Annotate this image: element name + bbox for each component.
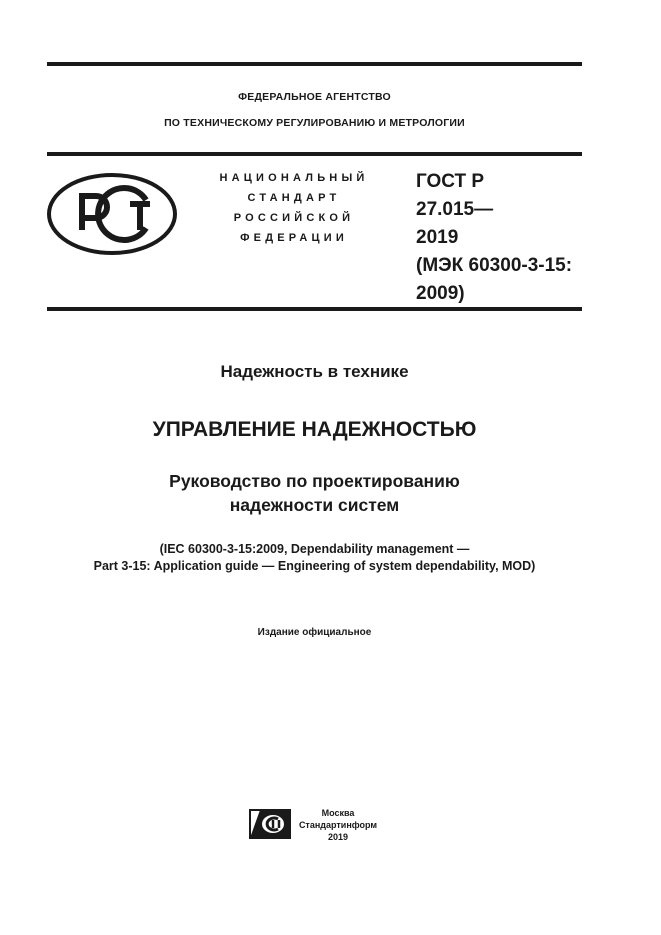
designation-line-2: 27.015— bbox=[416, 199, 494, 220]
publisher-city: Москва bbox=[321, 808, 355, 818]
subtitle-line-1: Руководство по проектированию bbox=[169, 471, 460, 491]
group-title: Надежность в технике bbox=[220, 362, 409, 381]
publisher-logo-text: СИ bbox=[269, 825, 272, 827]
subtitle-line-2: надежности систем bbox=[229, 495, 400, 515]
designation-rule bbox=[47, 307, 582, 311]
publisher-name: Стандартинформ bbox=[298, 820, 378, 830]
iec-reference-line-2: Part 3-15: Application guide — Engineering of system dependability, MOD) bbox=[93, 559, 536, 573]
logo-text: РСТ bbox=[112, 216, 116, 218]
iec-reference-line-1: (IEC 60300-3-15:2009, Dependability management — bbox=[159, 542, 470, 556]
standartinform-logo-icon bbox=[249, 809, 291, 839]
main-title: УПРАВЛЕНИЕ НАДЕЖНОСТЬЮ bbox=[152, 418, 477, 441]
standard-type-line-4: ФЕДЕРАЦИИ bbox=[240, 232, 348, 244]
designation-line-5: 2009) bbox=[416, 283, 465, 304]
publisher-block bbox=[288, 807, 388, 843]
rostest-logo-icon bbox=[46, 172, 178, 256]
standard-type-line-2: СТАНДАРТ bbox=[247, 192, 341, 204]
edition-label: Издание официальное bbox=[257, 627, 372, 638]
publisher-year: 2019 bbox=[327, 832, 349, 842]
designation-line-3: 2019 bbox=[416, 227, 459, 248]
designation-line-1: ГОСТ Р bbox=[416, 171, 485, 192]
top-rule bbox=[47, 62, 582, 66]
standard-type-line-3: РОССИЙСКОЙ bbox=[233, 212, 355, 224]
standard-type-line-1: НАЦИОНАЛЬНЫЙ bbox=[219, 172, 369, 184]
header-rule bbox=[47, 152, 582, 156]
designation-line-4: (МЭК 60300-3-15: bbox=[416, 255, 573, 276]
agency-line-2: ПО ТЕХНИЧЕСКОМУ РЕГУЛИРОВАНИЮ И МЕТРОЛОГИИ bbox=[164, 117, 465, 129]
agency-line-1: ФЕДЕРАЛЬНОЕ АГЕНТСТВО bbox=[238, 91, 391, 103]
